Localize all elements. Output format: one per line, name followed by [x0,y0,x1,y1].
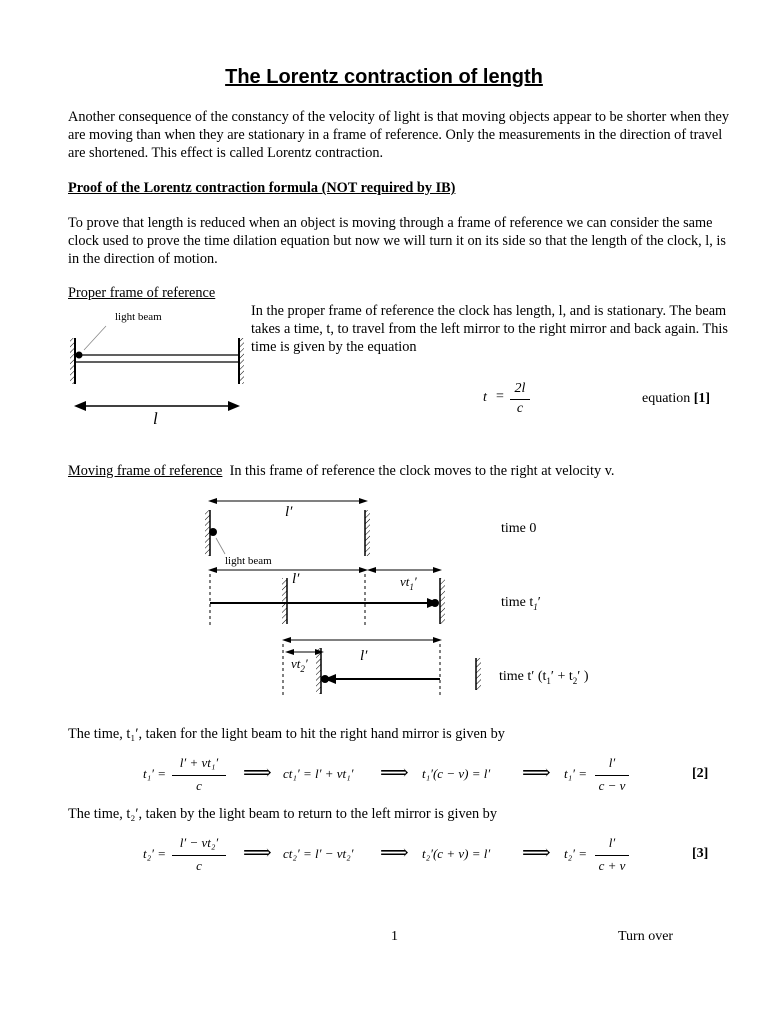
left-mirror-hatch [70,338,75,384]
row1-light-beam-pointer [216,538,225,554]
proper-frame-paragraph: In the proper frame of reference the clock has length, l, and is stationary. The beam takes a time, t, to travel from the left mirror to the right mirror and back again. This time is given by the equation [251,303,728,355]
eq2-a-lhs: t₁′ = [143,766,166,781]
row2-left-hatch [282,578,287,624]
eq3-arrow-3: ⟹ [522,842,551,864]
row2-vt1-arrow-right [433,567,442,573]
eq2-d-lhs: t₁′ = [564,766,587,781]
row3-time-c: ′ ) [577,669,589,684]
proper-frame-heading: Proper frame of reference [68,285,216,301]
row3-vt2-base: vt [291,656,301,671]
length-arrow-right-head [228,401,240,411]
length-arrow-left-head [74,401,86,411]
eq2-a-numerator: l′ + vt₁′ [179,755,219,770]
eq2-arrow-2: ⟹ [380,762,409,784]
right-mirror-hatch [239,338,244,384]
eq3-a-lhs: t₂′ = [143,846,166,861]
page-number: 1 [391,929,398,944]
row3-lprime-arrow-left [282,637,291,643]
eq3-arrow-1: ⟹ [243,842,272,864]
t1-sentence: The time, t₁′, taken for the light beam to hit the right hand mirror is given by [68,726,505,742]
light-beam-dot [76,352,83,359]
proof-paragraph: To prove that length is reduced when an object is moving through a frame of reference we can consider the same clock used to prove the time dilation equation but now we will turn it on its side so that the length of the clock, l, is in the direction of motion. [68,215,726,267]
eq1-lhs: t [483,390,487,405]
eq3-number: [3] [692,846,709,861]
eq3-d-bar [595,855,629,856]
eq2-d-numerator: l′ [608,755,616,770]
row3-vt2-arrow-left [285,649,294,655]
moving-frame-line [68,463,615,480]
row2-time-prime: ′ [537,595,541,610]
row2-time-sub: 1 [533,602,538,612]
row2-l-prime: l′ [292,571,300,587]
row2-vt1-base: vt [400,574,410,589]
row2-vt1 [400,574,417,592]
eq2-d-denominator: c − v [598,778,626,793]
eq1-number: [1] [693,391,711,406]
row3-right-hatch [476,658,481,690]
row1-light-beam-dot [209,528,217,536]
eq3-a-bar [172,855,226,856]
turn-over-label: Turn over [618,929,674,944]
length-label: l [153,409,158,428]
row3-time-b: ′ + t [550,669,573,684]
eq3-b: ct₂′ = l′ − vt₂′ [283,846,354,861]
light-beam-pointer [84,326,106,350]
eq1-denominator: c [516,401,524,416]
eq3-c: t₂′(c + v) = l′ [422,846,491,861]
row3-time-label [499,669,589,686]
proof-heading: Proof of the Lorentz contraction formula (NOT required by IB) [68,180,456,196]
row1-time-label: time 0 [501,521,537,536]
eq2-arrow-1: ⟹ [243,762,272,784]
row2-right-hatch [440,578,445,624]
eq3-d-numerator: l′ [608,835,616,850]
row3-light-beam-dot [321,675,329,683]
row3-vt2-sub: 2 [300,664,305,674]
t2-sentence: The time, t₂′, taken by the light beam to return to the left mirror is given by [68,806,497,822]
eq3-d-denominator: c + v [598,858,626,873]
row1-light-beam-label: light beam [225,555,272,567]
eq1-label-text: equation [642,391,691,406]
eq2-c: t₁′(c − v) = l′ [422,766,491,781]
page-title: The Lorentz contraction of length [225,66,543,88]
row3-vt2-prime: ′ [304,656,308,671]
moving-clock-diagram [195,490,625,700]
eq3-arrow-2: ⟹ [380,842,409,864]
proper-clock-diagram [60,300,250,430]
row2-lprime-arrow-left [208,567,217,573]
row3-l-prime: l′ [360,648,368,664]
row3-vt2 [291,656,308,674]
row3-time-a: time t′ (t [499,669,547,684]
eq3-a-denominator: c [196,858,202,873]
row1-l-prime: l′ [285,504,293,520]
eq1-label [642,391,710,407]
row2-vt1-sub: 1 [409,582,414,592]
eq2-a-bar [172,775,226,776]
row3-time-sub2: 2 [572,676,578,686]
row2-light-beam-dot [431,599,439,607]
row2-vt1-arrow-left [367,567,376,573]
eq3-d-lhs: t₂′ = [564,846,587,861]
moving-frame-text: In this frame of reference the clock moves to the right at velocity v. [229,463,615,479]
eq2-number: [2] [692,766,709,781]
row1-right-hatch [365,510,370,556]
row1-arrow-left-head [208,498,217,504]
eq2-a-denominator: c [196,778,202,793]
eq1-numerator: 2l [514,381,526,396]
eq3-a-numerator: l′ − vt₂′ [179,835,219,850]
eq1-equals: = [496,389,504,404]
row1-arrow-right-head [359,498,368,504]
row2-time-base: time t [501,595,534,610]
row2-vt1-prime: ′ [413,574,417,589]
eq2-b: ct₁′ = l′ + vt₁′ [283,766,354,781]
row3-left-hatch [316,648,321,694]
moving-frame-heading: Moving frame of reference [68,463,223,479]
intro-paragraph: Another consequence of the constancy of the velocity of light is that moving objects appear to be shorter when they are moving than when they are stationary in a frame of reference. Only the measurements in the direction of travel are shortened. This effect is called Lorentz contraction. [68,109,730,161]
eq2-arrow-3: ⟹ [522,762,551,784]
row3-time-sub1: 1 [546,676,551,686]
eq2-d-bar [595,775,629,776]
row3-lprime-arrow-right [433,637,442,643]
light-beam-label: light beam [115,311,162,323]
row2-time-label [501,595,541,612]
row2-lprime-arrow-right [359,567,368,573]
eq1-fraction-bar [510,399,530,400]
